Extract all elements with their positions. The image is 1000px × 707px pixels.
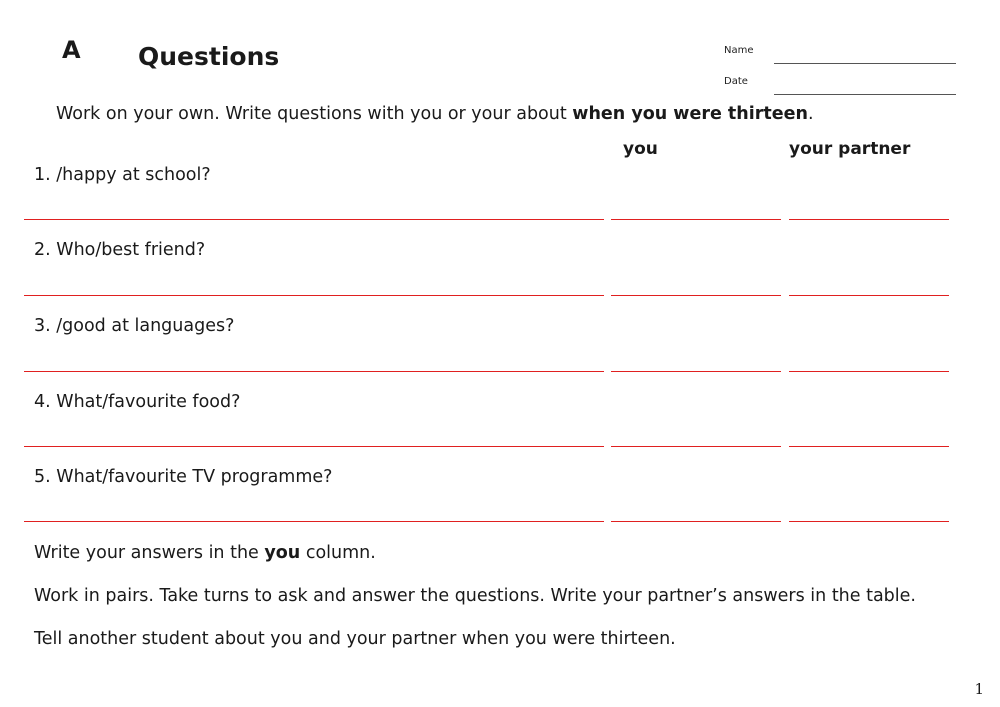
section-letter: A bbox=[62, 36, 81, 64]
question-3-you-line[interactable] bbox=[611, 371, 781, 372]
page-title: Questions bbox=[138, 42, 280, 71]
footer-instruction-2: Work in pairs. Take turns to ask and answer the questions. Write your partner’s answers in the table. bbox=[34, 586, 916, 606]
instruction-suffix: . bbox=[807, 104, 814, 124]
question-5-answer-line[interactable] bbox=[24, 521, 604, 522]
question-4-partner-line[interactable] bbox=[789, 446, 949, 447]
instruction-prefix: Work on your own. Write questions with you or your about bbox=[56, 104, 573, 124]
question-5: 5. What/favourite TV programme? bbox=[34, 467, 333, 487]
date-label: Date bbox=[724, 76, 748, 87]
date-field[interactable] bbox=[774, 94, 956, 95]
instruction-emphasis: when you were thirteen bbox=[572, 104, 808, 124]
question-5-partner-line[interactable] bbox=[789, 521, 949, 522]
question-2-partner-line[interactable] bbox=[789, 295, 949, 296]
question-4-answer-line[interactable] bbox=[24, 446, 604, 447]
footer-1-suffix: column. bbox=[300, 543, 376, 563]
question-1-partner-line[interactable] bbox=[789, 219, 949, 220]
question-5-you-line[interactable] bbox=[611, 521, 781, 522]
question-2-answer-line[interactable] bbox=[24, 295, 604, 296]
column-header-partner: your partner bbox=[789, 139, 911, 159]
name-field[interactable] bbox=[774, 63, 956, 64]
question-1-you-line[interactable] bbox=[611, 219, 781, 220]
question-4-you-line[interactable] bbox=[611, 446, 781, 447]
column-header-you: you bbox=[623, 139, 658, 159]
footer-1-prefix: Write your answers in the bbox=[34, 543, 265, 563]
question-3-answer-line[interactable] bbox=[24, 371, 604, 372]
footer-instruction-1 bbox=[34, 543, 376, 563]
name-label: Name bbox=[724, 45, 754, 56]
footer-instruction-3: Tell another student about you and your partner when you were thirteen. bbox=[34, 629, 676, 649]
instruction bbox=[56, 104, 814, 124]
page-number: 1 bbox=[974, 680, 984, 698]
question-4: 4. What/favourite food? bbox=[34, 392, 241, 412]
footer-1-emphasis: you bbox=[264, 543, 301, 563]
question-1: 1. /happy at school? bbox=[34, 165, 211, 185]
question-3-partner-line[interactable] bbox=[789, 371, 949, 372]
question-2: 2. Who/best friend? bbox=[34, 240, 206, 260]
question-1-answer-line[interactable] bbox=[24, 219, 604, 220]
question-3: 3. /good at languages? bbox=[34, 316, 235, 336]
question-2-you-line[interactable] bbox=[611, 295, 781, 296]
